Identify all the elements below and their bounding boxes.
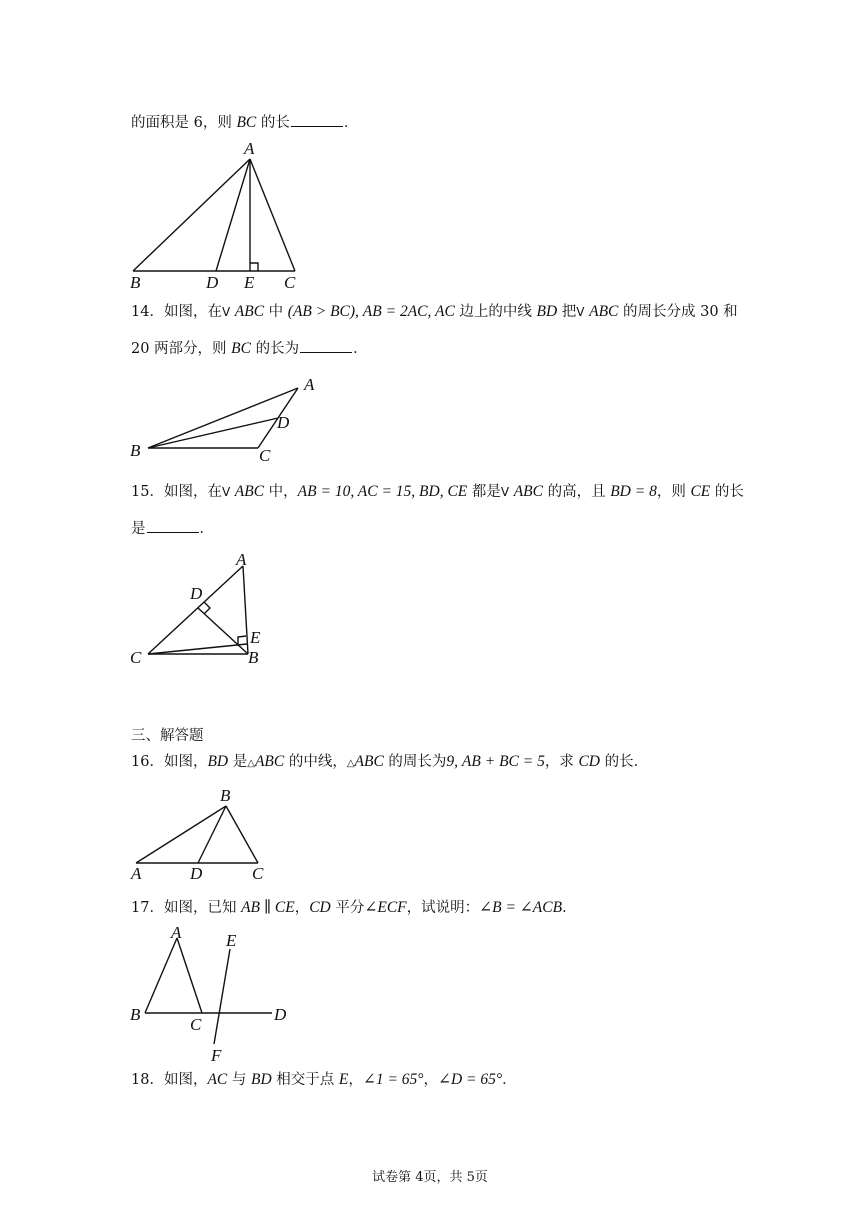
q16-text-4: ，求 — [544, 754, 579, 770]
q18-text-2: 相交于点 — [271, 1072, 339, 1088]
q13-text — [131, 112, 358, 133]
q16-text-1: 是 — [228, 754, 248, 770]
q17-text-3: ，试说明： — [406, 900, 480, 916]
q16-text-2: 的中线， — [284, 754, 347, 770]
q15-text-1: 是 — [131, 521, 146, 537]
q16-var-abc-2: ABC — [354, 753, 384, 770]
q14-text-1: 20 两部分，则 — [131, 341, 232, 357]
q15-triangle-symbol-2: V — [500, 485, 510, 499]
q17-var-cd: CD — [309, 899, 331, 916]
q14-text-ba: 把 — [557, 304, 577, 320]
q16-triangle-symbol-2: △ — [346, 758, 355, 769]
q13-right-angle-mark — [250, 263, 258, 271]
q15-number: 15．如图，在 — [131, 484, 222, 500]
q14-label-d: D — [277, 413, 290, 432]
q15-text-end: 的长 — [710, 484, 744, 500]
q14-period: ． — [353, 341, 368, 357]
q14-var-abc-1: ABC — [234, 303, 265, 320]
q17-figure — [120, 922, 300, 1064]
q18-number: 18．如图， — [131, 1072, 208, 1088]
q14-answer-blank[interactable] — [300, 338, 352, 353]
q14-var-abc-2: ABC — [589, 303, 619, 320]
q15-line-1 — [131, 482, 744, 502]
q15-segment-ac — [148, 566, 243, 654]
q17-label-c: C — [190, 1015, 202, 1034]
q16-triangle-symbol-1: △ — [247, 758, 255, 769]
q17-angle-equation: ∠B = ∠ACB — [479, 899, 563, 916]
q15-label-d: D — [190, 584, 203, 603]
q14-text-end: 的周长分成 30 和 — [618, 304, 738, 320]
q15-text-dou: 都是 — [467, 484, 501, 500]
q15-text-gao: 的高，且 — [543, 484, 611, 500]
q18-var-bd: BD — [250, 1071, 272, 1088]
q13-period: ． — [343, 115, 359, 131]
q16-label-d: D — [190, 864, 203, 883]
q14-text-2: 的长为 — [250, 341, 300, 357]
q16-text-3: 的周长为 — [383, 754, 447, 770]
q15-right-angle-mark-d — [204, 602, 210, 614]
q13-label-d: D — [206, 273, 219, 292]
q13-label-c: C — [284, 273, 296, 292]
q17-number: 17．如图，已知 — [131, 900, 242, 916]
q16-var-cd: CD — [578, 753, 600, 770]
q15-line-2 — [131, 518, 214, 539]
q17-label-e: E — [226, 931, 237, 950]
q14-figure — [120, 370, 340, 470]
q17-condition-parallel: AB ∥ CE — [241, 899, 295, 916]
q17-text-1: ， — [294, 900, 310, 916]
q18-angle-d: ∠D = 65° — [438, 1071, 503, 1088]
q17-segment-ac — [177, 938, 202, 1013]
q18-text-4: ， — [423, 1072, 438, 1088]
q15-label-c: C — [130, 648, 142, 667]
q14-label-b: B — [130, 441, 141, 460]
q15-text-zhong: 中， — [264, 484, 298, 500]
q14-line-1 — [131, 302, 738, 322]
q16-text-5: 的长． — [600, 754, 649, 770]
q14-condition: (AB > BC), AB = 2AC, AC — [287, 303, 455, 320]
q17-label-d: D — [274, 1005, 287, 1024]
q15-text-ze: ，则 — [656, 484, 691, 500]
q13-label-e: E — [244, 273, 255, 292]
q15-segment-ce — [148, 644, 247, 654]
q16-var-abc-1: ABC — [254, 753, 285, 770]
q15-condition: AB = 10, AC = 15, BD, CE — [297, 483, 468, 500]
q15-var-ce: CE — [690, 483, 711, 500]
q18-var-e: E — [338, 1071, 349, 1088]
q13-var-bc: BC — [236, 114, 257, 131]
q15-answer-blank[interactable] — [147, 518, 199, 533]
q15-label-b: B — [248, 648, 259, 667]
q14-var-bc: BC — [231, 340, 251, 357]
q16-var-bd: BD — [207, 753, 229, 770]
q18-period: ． — [502, 1072, 517, 1088]
q16-label-a: A — [131, 864, 142, 883]
q17-angle-ecf: ∠ECF — [364, 899, 407, 916]
q16-number: 16．如图， — [131, 754, 208, 770]
q15-period: ． — [199, 521, 214, 537]
q14-var-bd: BD — [536, 303, 558, 320]
q15-var-abc-1: ABC — [234, 483, 265, 500]
q18-text — [131, 1070, 517, 1090]
section-3-title: 三、解答题 — [131, 728, 204, 744]
q17-label-b: B — [130, 1005, 141, 1024]
q15-condition-2: BD = 8 — [610, 483, 657, 500]
q16-label-b: B — [220, 786, 231, 805]
q14-text-mid: 边上的中线 — [454, 304, 537, 320]
q14-number: 14．如图，在 — [131, 304, 222, 320]
q14-label-a: A — [304, 375, 315, 394]
q16-label-c: C — [252, 864, 264, 883]
q17-text — [131, 898, 577, 918]
q17-period: ． — [562, 900, 577, 916]
q15-var-abc-2: ABC — [513, 483, 543, 500]
q15-figure — [120, 548, 280, 673]
q13-answer-blank[interactable] — [291, 112, 343, 127]
q14-line-2 — [131, 338, 368, 359]
q17-label-f: F — [211, 1046, 222, 1065]
q13-figure — [120, 135, 320, 295]
q13-segment-ac — [250, 159, 295, 271]
q18-text-3: ， — [348, 1072, 363, 1088]
q14-label-c: C — [259, 446, 271, 465]
q16-figure — [120, 780, 280, 885]
q18-var-ac: AC — [207, 1071, 228, 1088]
q16-text — [131, 752, 648, 774]
q16-segment-bc — [226, 806, 258, 863]
q13-text-1: 的面积是 6，则 — [131, 115, 237, 131]
q13-label-a: A — [244, 139, 255, 158]
q15-segment-ab — [243, 566, 248, 654]
q17-segment-ef — [214, 949, 230, 1044]
q14-triangle-symbol-1: V — [221, 305, 231, 319]
q13-label-b: B — [130, 273, 141, 292]
q15-label-a: A — [236, 550, 247, 569]
q17-text-2: 平分 — [330, 900, 365, 916]
q15-label-e: E — [250, 628, 261, 647]
q16-condition: 9, AB + BC = 5 — [446, 753, 545, 770]
q17-segment-ba — [145, 938, 177, 1013]
q18-text-1: 与 — [227, 1072, 251, 1088]
q18-angle-1: ∠1 = 65° — [362, 1071, 424, 1088]
q17-label-a: A — [171, 923, 182, 942]
q15-triangle-symbol-1: V — [221, 485, 231, 499]
q13-text-2: 的长 — [256, 115, 290, 131]
page-footer: 试卷第 4页，共 5页 — [372, 1170, 488, 1185]
q14-triangle-symbol-2: V — [576, 305, 585, 319]
q14-text-zhong: 中 — [264, 304, 288, 320]
